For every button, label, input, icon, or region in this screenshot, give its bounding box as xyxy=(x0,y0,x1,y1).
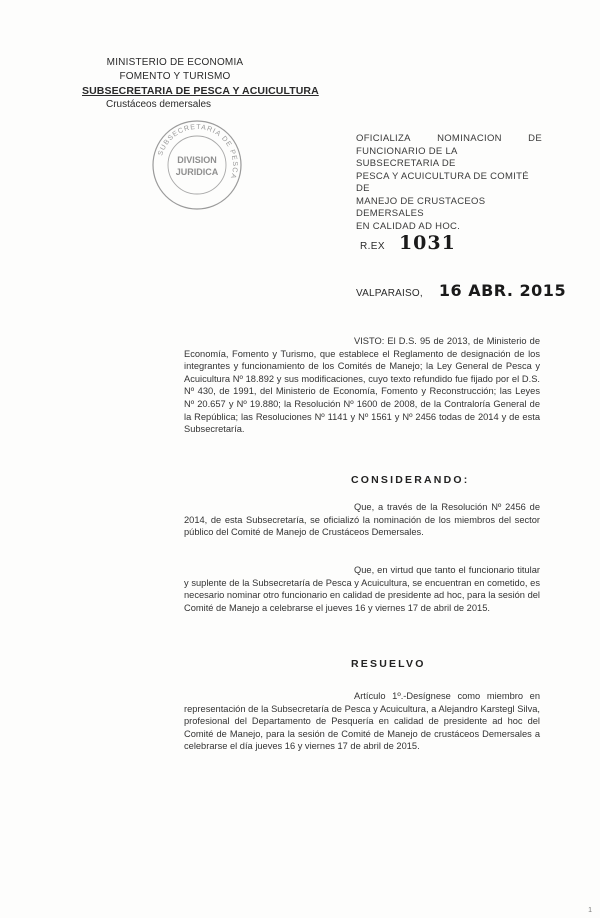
place: VALPARAISO, xyxy=(356,288,423,299)
summary-line-1: OFICIALIZA NOMINACION DE xyxy=(356,133,542,144)
considerando-heading: CONSIDERANDO: xyxy=(351,474,470,486)
considerando-paragraph-2: Que, en virtud que tanto el funcionario titular y suplente de la Subsecretaría de Pesca y Acuicultura, se encuentran en cometido, es necesario nominar otro funcionario en calidad de presidente ad hoc, para la sesión del Comité de Manejo a celebrarse el jueves 16 y viernes 17 de abril de 2015. xyxy=(184,565,540,613)
stamp-outer-text: SUBSECRETARIA DE PESCA xyxy=(157,123,239,180)
summary-line-3: PESCA Y ACUICULTURA DE COMITÉ DE xyxy=(356,170,529,194)
visto-paragraph xyxy=(184,335,540,436)
page-mark: 1 xyxy=(588,907,592,914)
article-lead: Artículo 1º.-Desígnese como xyxy=(354,691,481,701)
ministry-line-2: FOMENTO Y TURISMO xyxy=(119,71,231,82)
place-and-date xyxy=(356,281,566,300)
subsecretaria-name: SUBSECRETARIA DE PESCA Y ACUICULTURA xyxy=(82,85,319,97)
resuelvo-heading: RESUELVO xyxy=(351,658,426,670)
seal-stamp-icon xyxy=(150,118,244,212)
unit-name: Crustáceos demersales xyxy=(106,99,212,110)
summary-line-2: FUNCIONARIO DE LA SUBSECRETARIA DE xyxy=(356,145,458,169)
ministry-line-1: MINISTERIO DE ECONOMIA xyxy=(106,57,244,68)
resolution-number-block xyxy=(360,232,456,254)
summary-line-5: EN CALIDAD AD HOC. xyxy=(356,220,461,232)
stamp-center-line-2: JURIDICA xyxy=(175,167,219,177)
article-1-paragraph xyxy=(184,690,540,753)
resolution-summary xyxy=(356,133,542,233)
visto-rest: de Economía, Fomento y Turismo, que establece el Reglamento de designación de los integrantes y funcionamiento de los Comités de Manejo; la Ley General de Pesca y Acuicultura Nº 18.892 y sus modificaciones, cuyo texto refundido fue fijado por el D.S. Nº 430, de 1991, del Ministerio de Economía, Fomento y Reconstrucción; las Leyes Nº 20.657 y Nº 19.880; la Resolución Nº 1600 de 2008, de la Contraloría General de la República; las Resoluciones Nº 1141 y Nº 1561 y Nº 2456 todas de 2014 y de esta Subsecretaría. xyxy=(184,336,540,435)
visto-lead: VISTO: El D.S. 95 de 2013, de Ministerio xyxy=(354,336,527,346)
resolution-label: R.EX xyxy=(360,241,385,252)
article-rest: miembro en representación de la Subsecretaría de Pesca y Acuicultura, a Alejandro Karstegl Silva, profesional del Departamento de Pesquería en calidad de presidente ad hoc del Comité de Manejo, para la sesión de Comité de Manejo de crustáceos Demersales a celebrarse el día jueves 16 y viernes 17 de abril de 2015. xyxy=(184,691,540,752)
summary-line-4: MANEJO DE CRUSTACEOS DEMERSALES xyxy=(356,195,486,219)
letterhead xyxy=(82,56,319,112)
date-stamp: 16 ABR. 2015 xyxy=(438,281,567,300)
resolution-number: 1031 xyxy=(398,232,456,254)
considerando-paragraph-1: Que, a través de la Resolución Nº 2456 de 2014, de esta Subsecretaría, se oficializó la nominación de los miembros del sector público del Comité de Manejo de Crustáceos Demersales. xyxy=(184,502,540,538)
stamp-center-line-1: DIVISION xyxy=(177,155,217,165)
